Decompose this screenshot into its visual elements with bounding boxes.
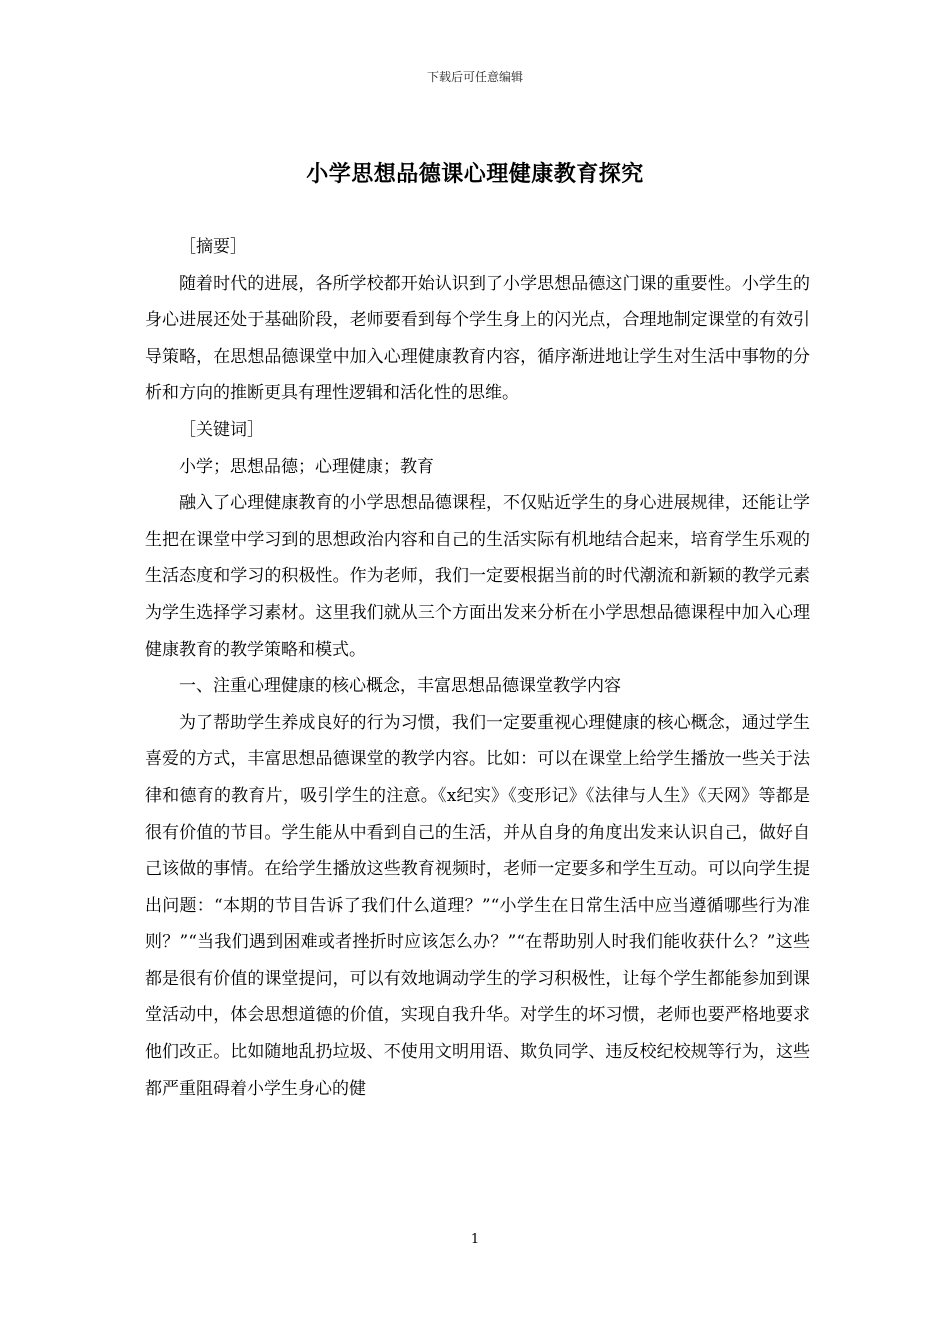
keywords-heading: ［关键词］ [179,419,264,440]
document-title: 小学思想品德课心理健康教育探究 [306,161,644,187]
section-paragraph-1: 为了帮助学生养成良好的行为习惯，我们一定要重视心理健康的核心概念，通过学生喜爱的方式，丰富思想品德课堂的教学内容。比如：可以在课堂上给学生播放一些关于法律和德育的教育片，吸引学生的注意。《x纪实》《变形记》《法律与人生》《天网》等都是很有价值的节目。学生能从中看到自己的生活，并从自身的角度出发来认识自己，做好自己该做的事情。在给学生播放这些教育视频时，老师一定要多和学生互动。可以向学生提出问题：“本期的节目告诉了我们什么道理？”“小学生在日常生活中应当遵循哪些行为准则？”“当我们遇到困难或者挫折时应该怎么办？”“在帮助别人时我们能收获什么？”这些都是很有价值的课堂提问，可以有效地调动学生的学习积极性，让每个学生都能参加到课堂活动中，体会思想道德的价值，实现自我升华。对学生的坏习惯，老师也要严格地要求他们改正。比如随地乱扔垃圾、不使用文明用语、欺负同学、违反校纪校规等行为，这些都严重阻碍着小学生身心的健 [145,712,810,1099]
page-header: 下载后可任意编辑 [426,70,523,84]
keywords-paragraph: 小学；思想品德；心理健康；教育 [179,456,434,477]
page-number: 1 [470,1232,480,1247]
document-body [145,229,810,1107]
abstract-heading: ［摘要］ [179,237,247,257]
intro-paragraph: 融入了心理健康教育的小学思想品德课程，不仅贴近学生的身心进展规律，还能让学生把在课堂中学习到的思想政治内容和自己的生活实际有机地结合起来，培育学生乐观的生活态度和学习的积极性。作为老师，我们一定要根据当前的时代潮流和新颖的教学元素为学生选择学习素材。这里我们就从三个方面出发来分析在小学思想品德课程中加入心理健康教育的教学策略和模式。 [145,493,810,660]
abstract-paragraph: 随着时代的进展，各所学校都开始认识到了小学思想品德这门课的重要性。小学生的身心进展还处于基础阶段，老师要看到每个学生身上的闪光点，合理地制定课堂的有效引导策略，在思想品德课堂中加入心理健康教育内容，循序渐进地让学生对生活中事物的分析和方向的推断更具有理性逻辑和活化性的思维。 [145,273,810,404]
section-heading-1: 一、注重心理健康的核心概念，丰富思想品德课堂教学内容 [179,676,621,697]
